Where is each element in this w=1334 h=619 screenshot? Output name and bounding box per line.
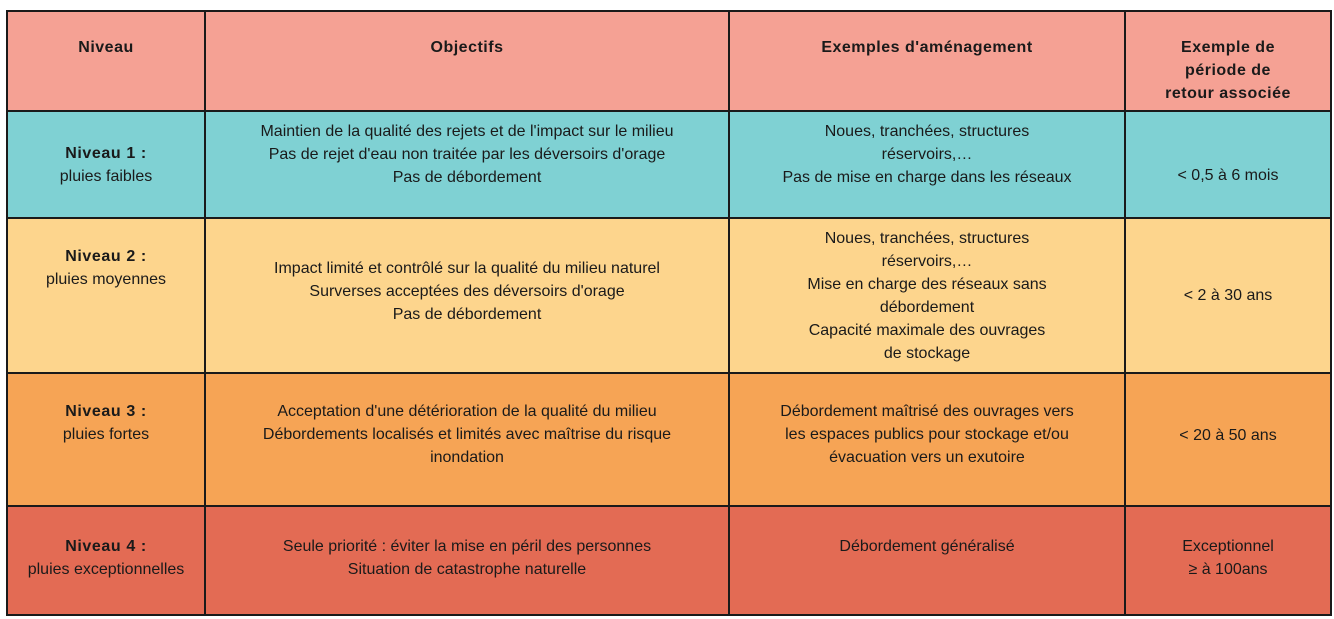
example-line: Débordement généralisé — [839, 538, 1015, 555]
level-name: Niveau 2 : — [65, 248, 147, 265]
header-periode-line: retour associée — [1165, 85, 1291, 102]
objective-line: inondation — [430, 449, 504, 466]
objectives-cell — [205, 506, 729, 615]
example-line: Débordement maîtrisé des ouvrages vers — [780, 403, 1074, 420]
table-row-level-1 — [7, 111, 1331, 218]
objective-line: Maintien de la qualité des rejets et de l'impact sur le milieu — [260, 123, 674, 140]
example-line: évacuation vers un exutoire — [829, 449, 1025, 466]
objectives-cell — [205, 111, 729, 218]
level-name: Niveau 4 : — [65, 538, 147, 555]
period-cell — [1125, 218, 1331, 373]
header-periode-line: Exemple de — [1181, 39, 1275, 56]
objective-line: Situation de catastrophe naturelle — [347, 561, 587, 578]
table-row-level-3 — [7, 373, 1331, 506]
period-line: ≥ à 100ans — [1188, 561, 1268, 578]
objective-line: Pas de rejet d'eau non traitée par les déversoirs d'orage — [268, 146, 666, 163]
period-line: < 0,5 à 6 mois — [1177, 167, 1279, 184]
level-name: Niveau 1 : — [65, 144, 147, 162]
example-line: Pas de mise en charge dans les réseaux — [782, 169, 1072, 186]
example-line: les espaces publics pour stockage et/ou — [785, 426, 1069, 443]
examples-cell — [729, 218, 1125, 373]
level-description: pluies fortes — [62, 426, 150, 443]
objective-line: Pas de débordement — [392, 306, 542, 323]
period-cell — [1125, 373, 1331, 506]
objective-line: Débordements localisés et limités avec maîtrise du risque — [262, 426, 672, 443]
example-line: Capacité maximale des ouvrages — [808, 322, 1046, 339]
objectives-cell — [205, 373, 729, 506]
level-description: pluies exceptionnelles — [27, 561, 185, 578]
example-line: débordement — [879, 299, 975, 316]
period-line: Exceptionnel — [1182, 538, 1274, 555]
level-name: Niveau 3 : — [65, 403, 147, 420]
header-periode-line: période de — [1185, 62, 1271, 79]
example-line: réservoirs,… — [881, 253, 973, 270]
level-description: pluies moyennes — [45, 271, 167, 288]
period-cell — [1125, 111, 1331, 218]
header-exemples: Exemples d'aménagement — [729, 11, 1125, 111]
objectives-cell — [205, 218, 729, 373]
objective-line: Seule priorité : éviter la mise en péril des personnes — [282, 538, 652, 555]
period-line: < 20 à 50 ans — [1179, 427, 1277, 444]
level-cell — [7, 218, 205, 373]
examples-cell — [729, 506, 1125, 615]
level-description: pluies faibles — [59, 167, 153, 185]
level-cell — [7, 506, 205, 615]
examples-cell — [729, 111, 1125, 218]
example-line: de stockage — [883, 345, 971, 362]
table-row-level-2 — [7, 218, 1331, 373]
example-line: réservoirs,… — [881, 146, 973, 163]
table-row-level-4 — [7, 506, 1331, 615]
period-line: < 2 à 30 ans — [1183, 287, 1273, 304]
header-niveau: Niveau — [7, 11, 205, 111]
rain-levels-table — [6, 10, 1332, 616]
objective-line: Acceptation d'une détérioration de la qualité du milieu — [277, 403, 657, 420]
header-periode-retour — [1125, 11, 1331, 111]
header-objectifs: Objectifs — [205, 11, 729, 111]
objective-line: Pas de débordement — [392, 169, 542, 186]
level-cell — [7, 111, 205, 218]
example-line: Noues, tranchées, structures — [824, 230, 1030, 247]
example-line: Mise en charge des réseaux sans — [807, 276, 1047, 293]
table-header-row — [7, 11, 1331, 111]
level-cell — [7, 373, 205, 506]
period-cell — [1125, 506, 1331, 615]
objective-line: Surverses acceptées des déversoirs d'orage — [309, 283, 625, 300]
examples-cell — [729, 373, 1125, 506]
objective-line: Impact limité et contrôlé sur la qualité du milieu naturel — [274, 260, 660, 277]
example-line: Noues, tranchées, structures — [824, 123, 1030, 140]
